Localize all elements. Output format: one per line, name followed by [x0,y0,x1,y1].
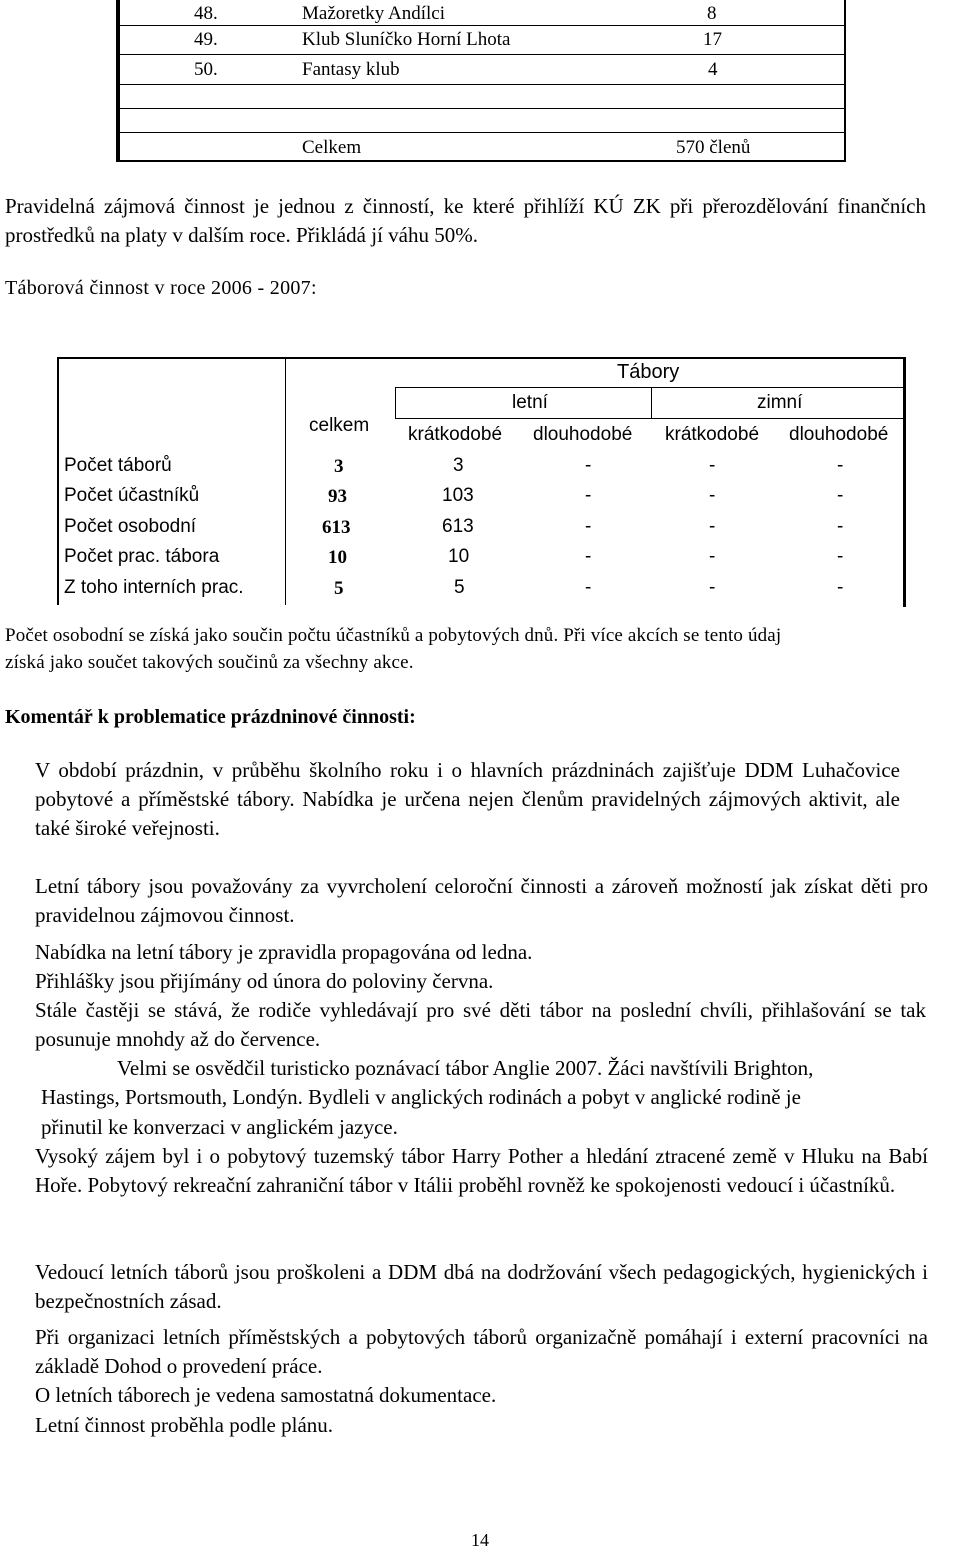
paragraph-plan: Letní činnost proběhla podle plánu. [35,1413,334,1437]
row-number: 49. [194,29,218,50]
cell: - [585,485,592,506]
subheader-summer-short: krátkodobé [408,424,503,445]
cell: - [709,516,716,537]
row-number: 48. [194,3,218,24]
cell: - [585,577,592,598]
paragraph-trained-leaders: Vedoucí letních táborů jsou proškoleni a DDM dbá na dodržování všech pedagogických, hygienických i bezpečnostních zásad. [35,1260,928,1313]
cell: - [585,546,592,567]
cell: - [837,455,844,476]
table-note-line-1: Počet osobodní se získá jako součin počtu účastníků a pobytových dnů. Při více akcích se tento údaj [5,625,782,646]
subheader-summer-long: dlouhodobé [533,424,633,445]
winter-header: zimní [757,392,803,413]
row-label-person-days: Počet osobodní [64,516,197,537]
paragraph-documentation: O letních táborech je vedena samostatná dokumentace. [35,1383,497,1407]
members-table [116,0,846,162]
cell: 103 [442,485,474,506]
paragraph-harry-pother: Vysoký zájem byl i o pobytový tuzemský tábor Harry Pother a hledání ztracené země v Hluku na Babí Hoře. Pobytový rekreační zahraniční tábor v Itálii proběhl rovněž ke spokojenosti vedoucí i účastníků. [35,1144,928,1197]
member-count: 8 [707,3,717,24]
cell: - [709,546,716,567]
cell: 5 [454,577,465,598]
cell: - [837,516,844,537]
club-name: Mažoretky Andílci [302,3,445,24]
cell: - [709,485,716,506]
comment-heading: Komentář k problematice prázdninové činnosti: [5,706,416,728]
member-count: 4 [708,59,718,80]
camp-heading: Táborová činnost v roce 2006 - 2007: [5,277,317,299]
camp-table [57,357,905,607]
total-participants: 93 [328,486,347,507]
subheader-winter-long: dlouhodobé [789,424,889,445]
row-label-camps: Počet táborů [64,455,172,476]
total-staff: 10 [328,547,347,568]
paragraph-late-signup: Stále častěji se stává, že rodiče vyhledávají pro své děti tábor na poslední chvíli, přihlašování se tak posunuje mnohdy až do července. [35,998,926,1051]
intro-paragraph: Pravidelná zájmová činnost je jednou z činností, ke které přihlíží KÚ ZK při přerozdělování finančních prostředků na platy v dalším roce. Přikládá jí váhu 50%. [5,194,926,247]
total-header: celkem [309,415,370,436]
cell: 3 [453,455,464,476]
club-name: Klub Sluníčko Horní Lhota [302,29,511,50]
tabory-header: Tábory [617,361,680,383]
cell: - [585,455,592,476]
cell: - [585,516,592,537]
paragraph-england-line-3: přinutil ke konverzaci v anglickém jazyce. [41,1115,398,1139]
cell: 10 [448,546,470,567]
page-number: 14 [471,1530,489,1550]
cell: - [837,577,844,598]
row-label-internal-staff: Z toho interních prac. [64,577,244,598]
summer-header: letní [512,392,548,413]
paragraph-england-line-1: Velmi se osvědčil turisticko poznávací tábor Anglie 2007. Žáci navštívili Brighton, [117,1056,814,1080]
paragraph-period: V období prázdnin, v průběhu školního roku i o hlavních prázdninách zajišťuje DDM Luhačovice pobytové a příměstské tábory. Nabídka je určena nejen členům pravidelných zájmových aktivit, ale také široké veřejnosti. [35,758,900,840]
row-label-participants: Počet účastníků [64,485,200,506]
club-name: Fantasy klub [302,59,400,80]
cell: - [709,577,716,598]
total-internal-staff: 5 [334,578,344,599]
paragraph-summer-camps: Letní tábory jsou považovány za vyvrcholení celoroční činnosti a zároveň možností jak získat děti pro pravidelnou zájmovou činnost. [35,874,928,927]
table-note-line-2: získá jako součet takových součinů za všechny akce. [5,652,414,673]
row-label-staff: Počet prac. tábora [64,546,220,567]
cell: 613 [442,516,474,537]
total-camps: 3 [334,456,344,477]
total-label: Celkem [302,137,362,158]
total-value: 570 členů [676,137,751,158]
paragraph-england-line-2: Hastings, Portsmouth, Londýn. Bydleli v anglických rodinách a pobyt v anglické rodině je [41,1085,801,1109]
member-count: 17 [703,29,722,50]
subheader-winter-short: krátkodobé [665,424,760,445]
cell: - [837,546,844,567]
cell: - [709,455,716,476]
paragraph-external-staff: Při organizaci letních příměstských a pobytových táborů organizačně pomáhají i externí pracovníci na základě Dohod o provedení práce. [35,1325,928,1378]
cell: - [837,485,844,506]
paragraph-offer: Nabídka na letní tábory je zpravidla propagována od ledna. [35,940,533,964]
total-person-days: 613 [322,517,351,538]
row-number: 50. [194,59,218,80]
paragraph-applications: Přihlášky jsou přijímány od února do poloviny června. [35,969,494,993]
